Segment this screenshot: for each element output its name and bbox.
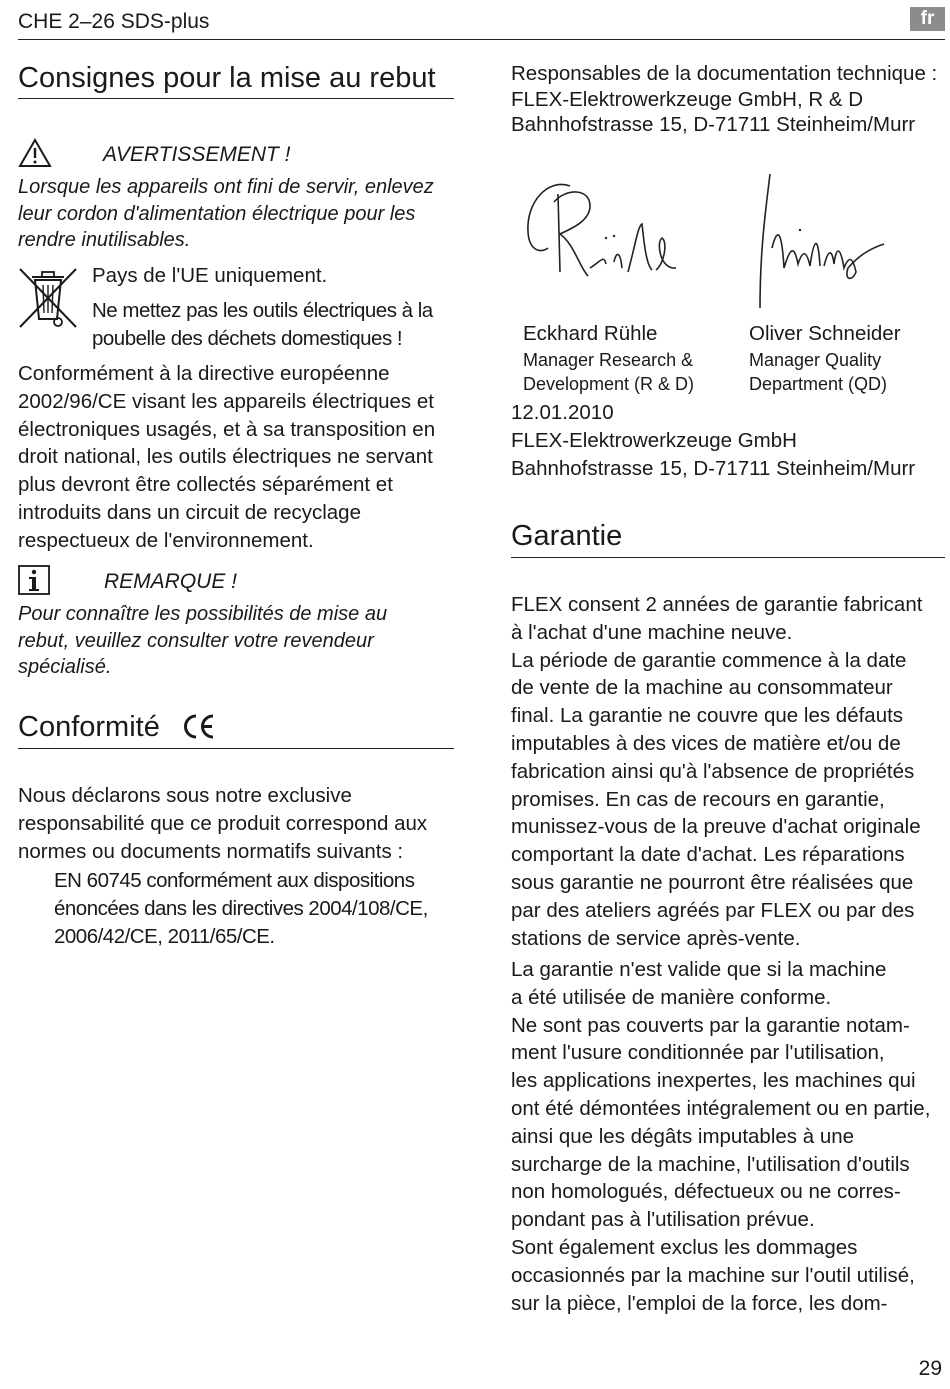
signatory-role: Manager Quality Department (QD) xyxy=(749,349,888,395)
crossed-bin-icon xyxy=(18,267,78,331)
warning-icon xyxy=(18,138,52,168)
note-label: REMARQUE ! xyxy=(104,570,238,593)
no-trash-text: Ne mettez pas les outils électriques à la poubelle des déchets domestiques ! xyxy=(92,299,433,350)
disposal-title-rule xyxy=(18,98,454,99)
eu-only-text: Pays de l'UE uniquement. xyxy=(92,264,328,287)
language-badge: fr xyxy=(910,7,945,31)
conformity-title-rule xyxy=(18,748,454,749)
signatory-schneider xyxy=(749,320,949,397)
disposal-title: Consignes pour la mise au rebut xyxy=(18,62,436,94)
issue-address: Bahnhofstrasse 15, D-71711 Steinheim/Murr xyxy=(511,456,916,480)
page-number: 29 xyxy=(918,1357,942,1380)
signatory-name: Oliver Schneider xyxy=(749,322,901,345)
conformity-standards: EN 60745 conformément aux dispositions énoncées dans les directives 2004/108/CE, 2006/42/CE, 2011/65/CE. xyxy=(54,869,428,948)
warranty-title-rule xyxy=(511,557,945,558)
conformity-title: Conformité xyxy=(18,711,160,743)
warranty-title: Garantie xyxy=(511,520,623,552)
header-rule xyxy=(18,39,945,40)
issue-company: FLEX-Elektrowerkzeuge GmbH xyxy=(511,428,797,452)
warning-text: Lorsque les appareils ont fini de servir, enlevez leur cordon d'alimentation électrique pour les rendre inutilisables. xyxy=(18,176,434,251)
ce-mark-icon xyxy=(182,713,216,740)
signatory-name: Eckhard Rühle xyxy=(523,322,658,345)
signature-schneider xyxy=(748,168,890,314)
signature-ruhle xyxy=(518,172,688,292)
warranty-paragraph-2: La garantie n'est valide que si la machine a été utilisée de manière conforme. Ne sont pas couverts par la garantie notam- ment l'usure conditionnée par l'utilisation, les applications inexpertes, les machines qui ont été démontées intégralement ou en partie, ainsi que les dégâts imputables à une surcharge de la machine, l'utilisation d'outils non homologués, défectueux ou ne corres- pondant pas à l'utilisation prévue. Sont également exclus les dommages occasionnés par la machine sur l'outil utilisé, sur la pièce, l'emploi de la force, les dom- xyxy=(511,958,931,1315)
issue-block xyxy=(511,399,947,482)
warranty-paragraph-1: FLEX consent 2 années de garantie fabricant à l'achat d'une machine neuve. La période de garantie commence à la date de vente de la machine au consommateur final. La garantie ne couvre que les défauts imputables à des vices de matière et/ou de fabrication ainsi qu'à l'absence de propriétés promises. En cas de recours en garantie, munissez-vous de la preuve d'achat originale comportant la date d'achat. Les réparations sous garantie ne pourront être réalisées que par des ateliers agréés par FLEX ou par des stations de service après-vente. xyxy=(511,593,923,950)
signatory-role: Manager Research & Development (R & D) xyxy=(523,349,695,395)
document-model: CHE 2–26 SDS-plus xyxy=(18,10,210,33)
signatory-ruhle xyxy=(523,320,748,397)
directive-text: Conformément à la directive européenne 2002/96/CE visant les appareils électriques et électroniques usagés, et à sa transposition en droit national, les outils électriques ne servant plus devront être collectés séparément et introduits dans un circuit de recyclage respectueux de l'environnement. xyxy=(18,362,436,552)
issue-date: 12.01.2010 xyxy=(511,401,614,424)
warning-label: AVERTISSEMENT ! xyxy=(103,143,291,166)
note-text: Pour connaître les possibilités de mise au rebut, veuillez consulter votre revendeur spécialisé. xyxy=(18,603,388,678)
documentation-responsible: Responsables de la documentation technique : FLEX-Elektrowerkzeuge GmbH, R & D Bahnhofstrasse 15, D-71711 Steinheim/Murr xyxy=(511,62,938,136)
info-icon xyxy=(18,565,50,595)
svg-text:CE: CE xyxy=(182,713,184,714)
conformity-intro: Nous déclarons sous notre exclusive responsabilité que ce produit correspond aux normes ou documents normatifs suivants : xyxy=(18,784,428,863)
